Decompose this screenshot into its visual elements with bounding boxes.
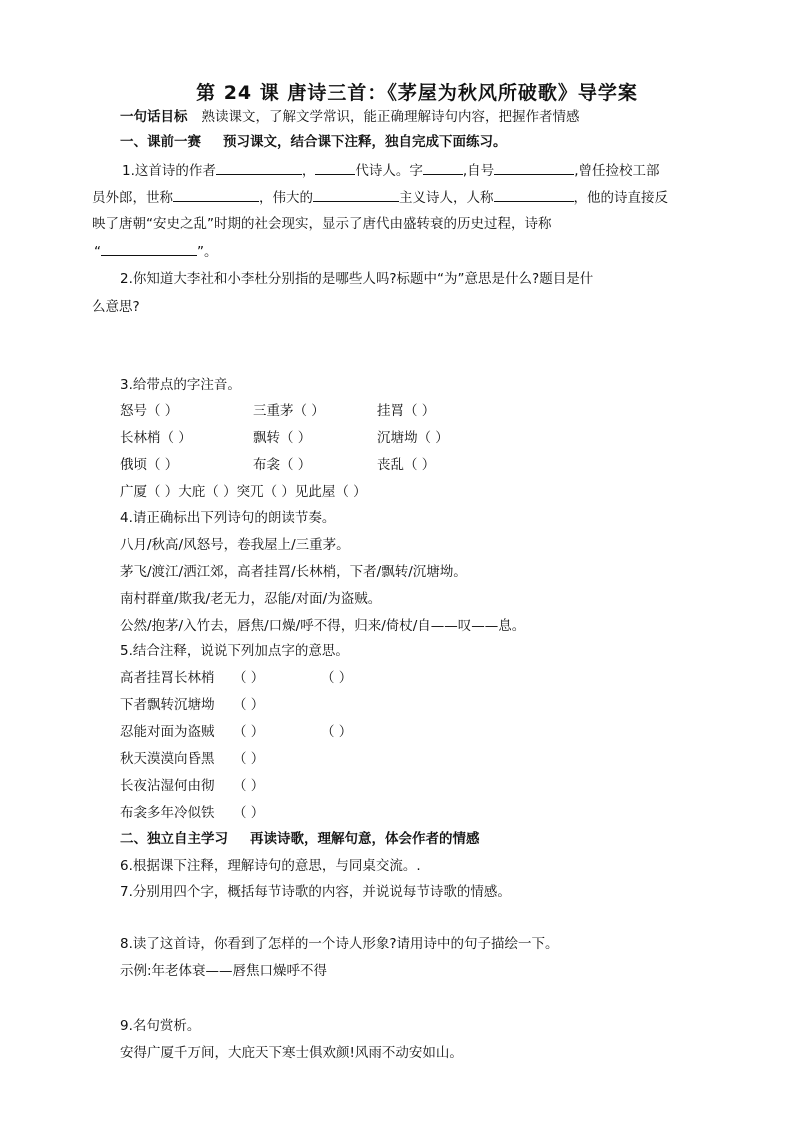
q2-line-2: 么意思? <box>92 299 140 315</box>
q5-item <box>120 669 352 687</box>
section1-heading <box>120 133 507 151</box>
section2-title: 二、独立自主学习 <box>120 831 228 847</box>
q2-line-1: 2.你知道大李社和小李杜分别指的是哪些人吗?标题中“为”意思是什么?题目是什 <box>120 271 594 287</box>
q5-phrase: 秋天漠漠向昏黑 <box>120 751 215 767</box>
q3-heading: 3.给带点的字注音。 <box>120 377 241 393</box>
section1-title: 一、课前一赛 <box>120 134 201 150</box>
q1-line-3: 映了唐朝“安史之乱”时期的社会现实，显示了唐代由盛转衰的历史过程，诗称 <box>92 216 552 232</box>
q5-phrase: 高者挂罥长林梢 <box>120 670 215 686</box>
answer-blank[interactable] <box>173 188 259 202</box>
q5-heading: 5.结合注释，说说下列加点字的意思。 <box>120 643 349 659</box>
answer-blank[interactable] <box>494 188 574 202</box>
q1-line-1 <box>122 161 659 180</box>
q1-line-2 <box>92 188 668 207</box>
q8-example: 示例:年老体衰——唇焦口燥呼不得 <box>120 963 328 979</box>
q1-text: ，他的诗直接反 <box>573 190 668 206</box>
q5-item <box>120 777 321 795</box>
q5-item <box>120 750 321 768</box>
pinyin-item[interactable]: 丧乱（ ） <box>377 457 436 473</box>
answer-blank[interactable] <box>423 161 463 175</box>
poem-line: 南村群童/欺我/老无力，忍能/对面/为盗贼。 <box>120 591 382 607</box>
section2-subtitle: 再读诗歌，理解句意，体会作者的情感 <box>250 831 480 847</box>
q1-text: 代诗人。字 <box>355 163 423 179</box>
q5-item <box>120 804 321 822</box>
answer-parens[interactable]: （ ） <box>233 670 265 686</box>
answer-blank[interactable] <box>216 161 302 175</box>
q1-text: ， <box>301 163 316 179</box>
answer-parens[interactable]: （ ） <box>233 778 265 794</box>
pinyin-row-4[interactable]: 广厦（ ）大庇（ ）突兀（ ）见此屋（ ） <box>120 484 367 500</box>
poem-line: 八月/秋高/风怒号，卷我屋上/三重茅。 <box>120 537 350 553</box>
poem-line: 茅飞/渡江/洒江郊，高者挂罥/长林梢，下者/飘转/沉塘坳。 <box>120 564 467 580</box>
pinyin-item[interactable]: 怒号（ ） <box>120 403 179 419</box>
q6-text: 6.根据课下注释，理解诗句的意思，与同桌交流。. <box>120 858 421 874</box>
pinyin-item[interactable]: 布衾（ ） <box>253 457 312 473</box>
poem-line: 公然/抱茅/入竹去，唇焦/口燥/呼不得，归来/倚杖/自——叹——息。 <box>120 618 526 634</box>
q1-text: ”。 <box>197 244 218 260</box>
answer-parens[interactable]: （ ） <box>233 805 265 821</box>
q1-text: ，伟大的 <box>259 190 313 206</box>
goal-label: 一句话目标 <box>120 109 188 125</box>
answer-blank[interactable] <box>494 161 574 175</box>
answer-blank[interactable] <box>101 242 197 256</box>
q5-phrase: 长夜沾湿何由彻 <box>120 778 215 794</box>
q9-quote: 安得广厦千万间，大庇天下寒士俱欢颜!风雨不动安如山。 <box>120 1045 463 1061</box>
q1-text: 1.这首诗的作者 <box>122 163 216 179</box>
page-title: 第 24 课 唐诗三首：《茅屋为秋风所破歌》导学案 <box>196 82 638 104</box>
pinyin-item[interactable]: 长林梢（ ） <box>120 430 192 446</box>
pinyin-item[interactable]: 俄顷（ ） <box>120 457 179 473</box>
section2-heading <box>120 830 480 848</box>
answer-blank[interactable] <box>315 161 355 175</box>
answer-parens[interactable]: （ ） <box>233 697 265 713</box>
q4-heading: 4.请正确标出下列诗句的朗读节奏。 <box>120 510 336 526</box>
q5-item <box>120 723 352 741</box>
q5-phrase: 忍能对面为盗贼 <box>120 724 215 740</box>
q5-item <box>120 696 321 714</box>
pinyin-item[interactable]: 三重茅（ ） <box>253 403 325 419</box>
answer-parens[interactable]: （ ） <box>321 670 353 686</box>
pinyin-item[interactable]: 飘转（ ） <box>253 430 312 446</box>
q1-text: 员外郎，世称 <box>92 190 173 206</box>
q9-heading: 9.名句赏析。 <box>120 1018 201 1034</box>
section1-subtitle: 预习课文，结合课下注释，独自完成下面练习。 <box>223 134 507 150</box>
q8-text: 8.读了这首诗，你看到了怎样的一个诗人形象?请用诗中的句子描绘一下。 <box>120 936 559 952</box>
pinyin-item[interactable]: 挂罥（ ） <box>377 403 436 419</box>
q1-text: ,自号 <box>462 163 495 179</box>
q1-line-4 <box>94 242 218 261</box>
learning-goal <box>120 108 580 126</box>
q5-phrase: 布衾多年冷似铁 <box>120 805 215 821</box>
q1-text: ,曾任捡校工部 <box>574 163 660 179</box>
answer-parens[interactable]: （ ） <box>233 724 265 740</box>
answer-parens[interactable]: （ ） <box>233 751 265 767</box>
pinyin-item[interactable]: 沉塘坳（ ） <box>377 430 449 446</box>
q5-phrase: 下者飘转沉塘坳 <box>120 697 215 713</box>
answer-parens[interactable]: （ ） <box>321 724 353 740</box>
goal-text: 熟读课文，了解文学常识，能正确理解诗句内容，把握作者情感 <box>201 109 580 125</box>
q1-text: 主义诗人，人称 <box>399 190 494 206</box>
q7-text: 7.分别用四个字，概括每节诗歌的内容，并说说每节诗歌的情感。 <box>120 884 511 900</box>
q1-text: “ <box>94 244 101 260</box>
answer-blank[interactable] <box>313 188 399 202</box>
